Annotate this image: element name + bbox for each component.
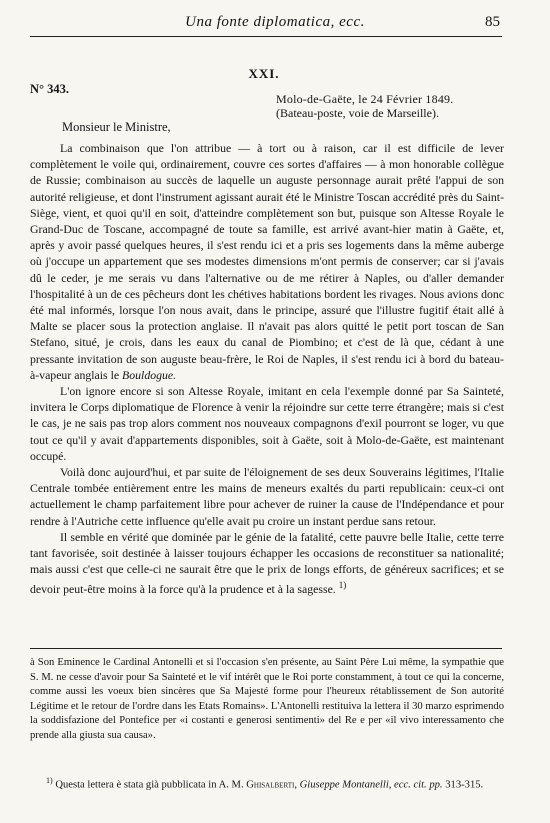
paragraph-4-text: Il semble en vérité que dominée par le génie de la fatalité, cette pauvre belle Italie, cette terre tant favorisée, soit destinée à laisser toujours échapper les occasions de reconstituer sa nationalité; mais aussi c'est que celle-ci ne saurait être que le prix de longs efforts, de généreux sacrifices; et se devoir peut-être moins à la force qu'à la prudence et à la sagesse. <box>30 529 504 597</box>
paragraph-1-text: La combinaison que l'on attribue — à tort ou à raison, car il est difficile de lever complètement le voile qui, ordinairement, couvre ces sortes d'affaires — à mon honorable collègue de Russie; combinaison au succès de laquelle un auguste personnage aurait prêté l'appui de son autorité religieuse, et dont l'instrument agissant aurait été le Ministre Toscan accrédité près du Saint-Siège, vient, et quoi qu'il en soit, d'atteindre complètement son but, puisque son Altesse Royale le Grand-Duc de Toscane, accompagné de toute sa famille, est arrivé avant-hier matin à Gaëte, et, après y avoir passé quelques heures, il s'est rendu ici et a pris ses logements dans la même auberge où j'occupe un appartement que ses modestes dimensions m'ont permis de conserver; car si j'avais dû le ceder, je me serais vu dans l'alternative ou de me rétirer à Naples, ou d'aller demander l'hospitalité à un de ces pêcheurs dont les chétives habitations bordent les rivages. Nous avions donc été mal informés, lorsque l'on nous avait, dans le principe, assuré que l'illustre fugitif était allé à Malte se placer sous la protection anglaise. Il n'avait pas alors quitté le petit port toscan de San Stefano, situé, je crois, dans les eaux du canal de Piombino; et c'est de là que, cédant à une pressante invitation de son auguste beau-frère, le Roi de Naples, il s'est rendu ici à bord du bateau-à-vapeur anglais le <box>30 141 504 382</box>
footnote-paragraph: à Son Eminence le Cardinal Antonelli et si l'occasion s'en présente, au Saint Père Lui même, la sympathie que S. M. ne cesse d'avoir pour Sa Sainteté et le vif intérêt que le Roi porte constamment, à tout ce qui la concerne, comme aussi les voeux bien sincères que Sa Majesté forme pour l'heureux rétablissement de Son autorité Légitime et le retour de l'ordre dans les Etats Romains». L'Antonelli restituiva la lettera il 30 marzo esprimendo la soddisfazione del Pontefice per «i costanti e generosi sentimenti» del Re e per «il vivo interessamento che prende alla giusta sua causa». <box>30 657 504 741</box>
citation-author: Ghisalberti <box>246 779 295 791</box>
header-divider <box>30 36 502 37</box>
citation-pages: 313-315. <box>442 779 484 791</box>
ship-name: Bouldogue. <box>122 367 177 382</box>
paragraph-2: L'on ignore encore si son Altesse Royale, imitant en cela l'exemple donné par Sa Sainteté, invitera le Corps diplomatique de Florence à venir la réjoindre sur cette terre étrangère; mais si c'est le cas, je ne sais pas trop alors comment nos nouveaux compagnons d'exil pourront se loger, vu que tout ce qu'il y avait d'appartements disponibles, soit à Gaëte, soit à Molo-de-Gaëte, est maintenant occupé. <box>30 384 504 463</box>
page-number: 85 <box>485 14 500 30</box>
citation-lead: Questa lettera è stata già pubblicata in A. M. <box>55 779 247 791</box>
letter-body <box>30 140 504 598</box>
place-date: Molo-de-Gaëte, le 24 Février 1849. <box>276 92 454 106</box>
salutation: Monsieur le Ministre, <box>62 120 171 134</box>
citation-note <box>30 774 504 793</box>
citation-paragraph <box>30 774 504 793</box>
citation-mark: 1) <box>46 776 53 785</box>
sent-via: (Bateau-poste, voie de Marseille). <box>276 106 439 120</box>
paragraph-3: Voilà donc aujourd'hui, et par suite de l'éloignement de ses deux Souverains légitimes, l'Italie Centrale tombée entièrement entre les mains de meneurs exaltés du parti republicain: ceux-ci ont actuellement le champ parfaitement libre pour achever de ruiner la cause de l'Indépendance et pour rendre à l'Autriche cette influence qu'elle avait pu croire un instant perdue sans retour. <box>30 465 504 528</box>
footnote-text <box>30 656 504 744</box>
running-header-title: Una fonte diplomatica, ecc. <box>185 14 365 30</box>
citation-separator: , <box>294 779 300 791</box>
footnote-mark: 1) <box>338 580 347 591</box>
citation-work: Giuseppe Montanelli, ecc. cit. pp. <box>299 779 443 791</box>
paragraph-4 <box>30 529 504 598</box>
paragraph-1 <box>30 140 504 383</box>
document-number: N° 343. <box>30 82 70 96</box>
footnote-divider <box>30 648 502 649</box>
document-roman-number: XXI. <box>248 66 280 81</box>
